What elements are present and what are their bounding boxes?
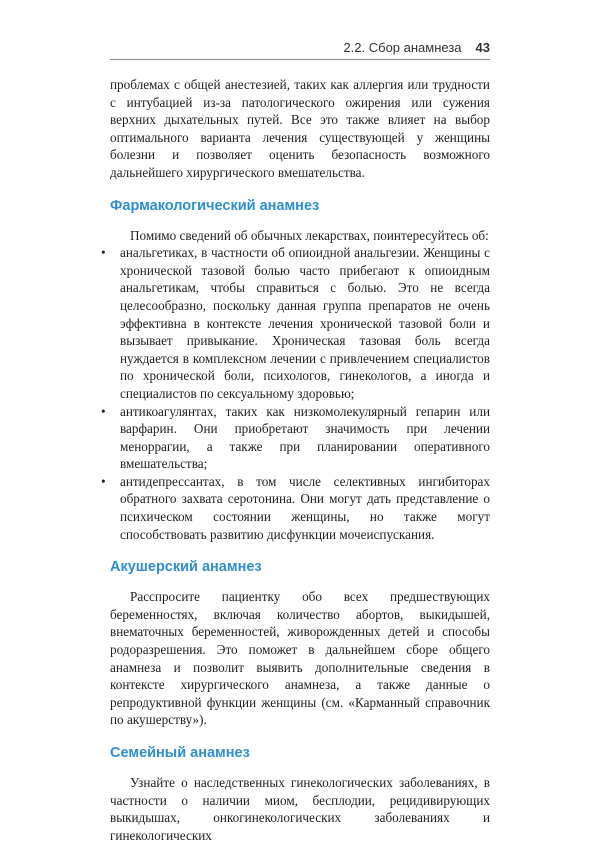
running-head: [110, 40, 490, 60]
family-paragraph: Узнайте о наследственных гинекологических заболеваниях, в частности о наличии миом, бесплодии, рецидивирующих выкидышах, онкогинекологических заболеваниях и гинекологических: [110, 775, 490, 843]
pharmacological-list: [110, 244, 490, 543]
heading-family-history: Семейный анамнез: [110, 745, 250, 761]
running-head-section: 2.2. Сбор анамнеза: [343, 40, 462, 55]
list-item: • антикоагулянтах, таких как низкомолекулярный гепарин или варфарин. Они приобретают значимость при лечении меноррагии, а также при планировании оперативного вмешательства;: [110, 403, 490, 473]
list-item: • антидепрессантах, в том числе селективных ингибиторах обратного захвата серотонина. Они могут дать представление о психическом состоянии женщины, но также могут способствовать развитию дисфункции мочеиспускания.: [110, 473, 490, 543]
pharmacological-lead: Помимо сведений об обычных лекарствах, поинтересуйтесь об:: [130, 227, 489, 243]
heading-obstetric-history: Акушерский анамнез: [110, 559, 262, 576]
page-body: [110, 76, 490, 844]
heading-pharmacological-history: Фармакологический анамнез: [110, 197, 320, 214]
list-item: • анальгетиках, в частности об опиоидной анальгезии. Женщины с хронической тазовой болью часто прибегают к опиоидным анальгетикам, чтобы справиться с болью. Это не всегда целесообразно, поскольку данная группа препаратов не очень эффективна в контексте лечения хронической тазовой боли и вызывает привыкание. Хроническая тазовая боль всегда нуждается в комплексном лечении с привлечением специалистов по хронической боли, психологов, гинекологов, а иногда и специалистов по сексуальному здоровью;: [110, 244, 490, 402]
page-number: 43: [475, 40, 490, 55]
intro-paragraph: проблемах с общей анестезией, таких как аллергия или трудности с интубацией из-за патологического ожирения или сужения верхних дыхательных путей. Все это также влияет на выбор оптимального варианта лечения существующей у женщины болезни и позволяет оценить безопасность возможного дальнейшего хирургического вмешательства.: [110, 77, 490, 180]
obstetric-paragraph: Расспросите пациентку обо всех предшествующих беременностях, включая количество абортов, выкидышей, внематочных беременностей, живорожденных детей и способы родоразрешения. Это поможет в дальнейшем сборе общего анамнеза и позволит выявить дополнительные сведения в контексте хирургического анамнеза, а также данные о репродуктивной функции женщины (см. «Карманный справочник по акушерству»).: [110, 589, 490, 728]
